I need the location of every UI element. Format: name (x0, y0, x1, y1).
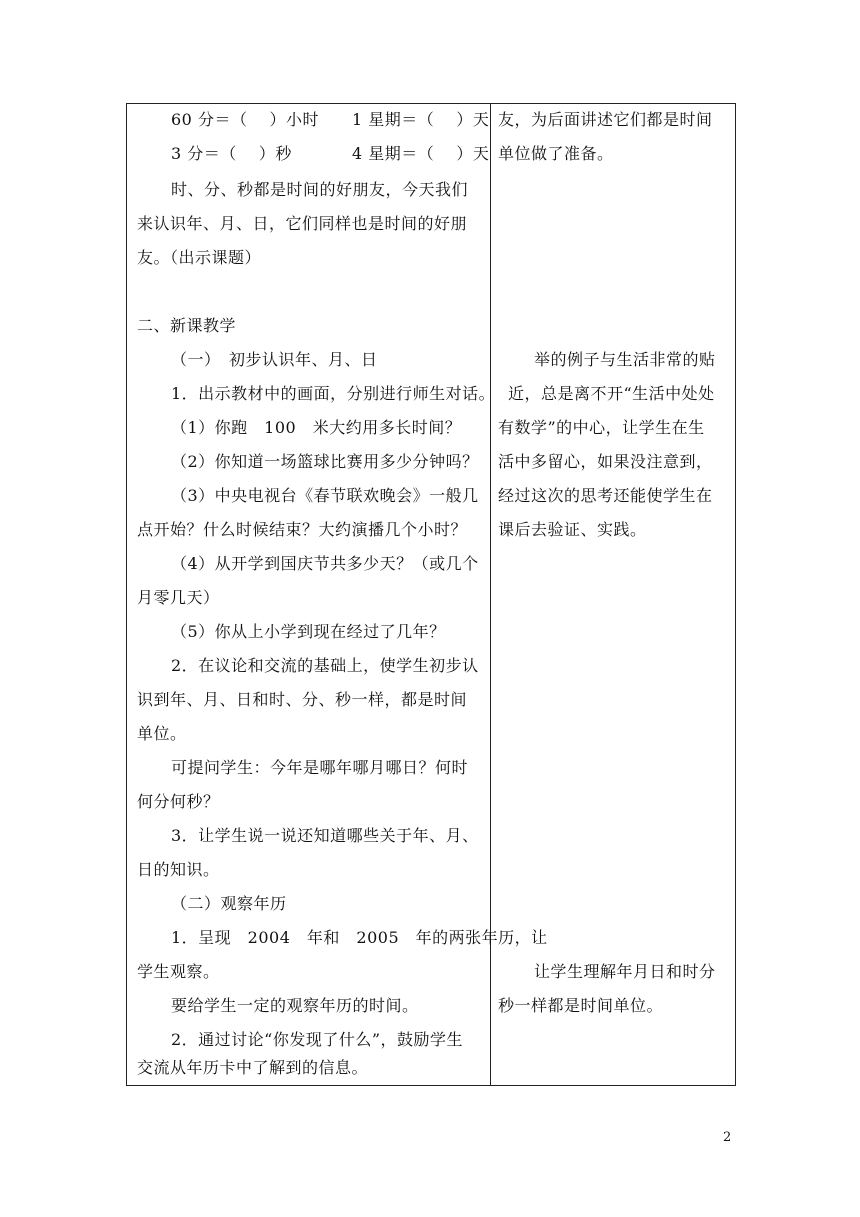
list-item: 识到年、月、日和时、分、秒一样，都是时间 (137, 690, 468, 709)
conversion-week-to-days: 1 星期＝（ ）天 (352, 110, 490, 129)
note-line: 友，为后面讲述它们都是时间 (498, 110, 713, 129)
subsection-heading: （一） 初步认识年、月、日 (171, 350, 378, 369)
paragraph-line: 何分何秒？ (137, 792, 220, 811)
question-item: 点开始？什么时候结束？大约演播几个小时？ (137, 520, 468, 539)
list-item: 单位。 (137, 724, 187, 743)
intro-paragraph-line: 来认识年、月、日，它们同样也是时间的好朋 (137, 214, 468, 233)
question-item: （5）你从上小学到现在经过了几年？ (171, 622, 446, 641)
note-line: 单位做了准备。 (498, 144, 614, 163)
question-item: 月零几天） (137, 588, 220, 607)
note-line: 活中多留心，如果没注意到， (498, 452, 713, 471)
list-item: 学生观察。 (137, 962, 220, 981)
question-item: （1）你跑 100 米大约用多长时间？ (171, 418, 462, 437)
note-line: 让学生理解年月日和时分 (534, 962, 716, 981)
paragraph-line: 可提问学生：今年是哪年哪月哪日？何时 (171, 758, 469, 777)
note-line: 有数学”的中心，让学生在生 (498, 418, 705, 437)
conversion-minutes-to-hours: 60 分＝（ ）小时 (171, 110, 320, 129)
list-item: 交流从年历卡中了解到的信息。 (137, 1058, 369, 1077)
note-line: 经过这次的思考还能使学生在 (498, 486, 713, 505)
conversion-minutes-to-seconds: 3 分＝（ ）秒 (171, 144, 292, 163)
conversion-weeks-to-days: 4 星期＝（ ）天 (352, 144, 490, 163)
intro-paragraph-line: 友。（出示课题） (137, 248, 262, 267)
note-line: 课后去验证、实践。 (498, 520, 647, 539)
question-item: （3）中央电视台《春节联欢晚会》一般几 (171, 486, 479, 505)
list-item: 2．在议论和交流的基础上，使学生初步认 (171, 656, 479, 675)
question-item: （4）从开学到国庆节共多少天？（或几个 (171, 554, 479, 573)
note-line: 近，总是离不开“生活中处处 (508, 384, 715, 403)
note-line: 秒一样都是时间单位。 (498, 996, 664, 1015)
note-line: 举的例子与生活非常的贴 (534, 350, 716, 369)
list-item: 日的知识。 (137, 860, 220, 879)
section-heading: 二、新课教学 (137, 316, 237, 335)
list-item: 1．呈现 2004 年和 2005 年的两张年历，让 (171, 928, 548, 947)
subsection-heading: （二）观察年历 (171, 894, 287, 913)
question-item: （2）你知道一场篮球比赛用多少分钟吗？ (171, 452, 479, 471)
intro-paragraph-line: 时、分、秒都是时间的好朋友，今天我们 (171, 180, 469, 199)
paragraph-line: 要给学生一定的观察年历的时间。 (171, 996, 419, 1015)
list-item: 3．让学生说一说还知道哪些关于年、月、 (171, 826, 479, 845)
list-item: 2．通过讨论“你发现了什么”，鼓励学生 (171, 1030, 464, 1049)
page-number: 2 (723, 1130, 732, 1145)
list-item: 1．出示教材中的画面，分别进行师生对话。 (171, 384, 496, 403)
